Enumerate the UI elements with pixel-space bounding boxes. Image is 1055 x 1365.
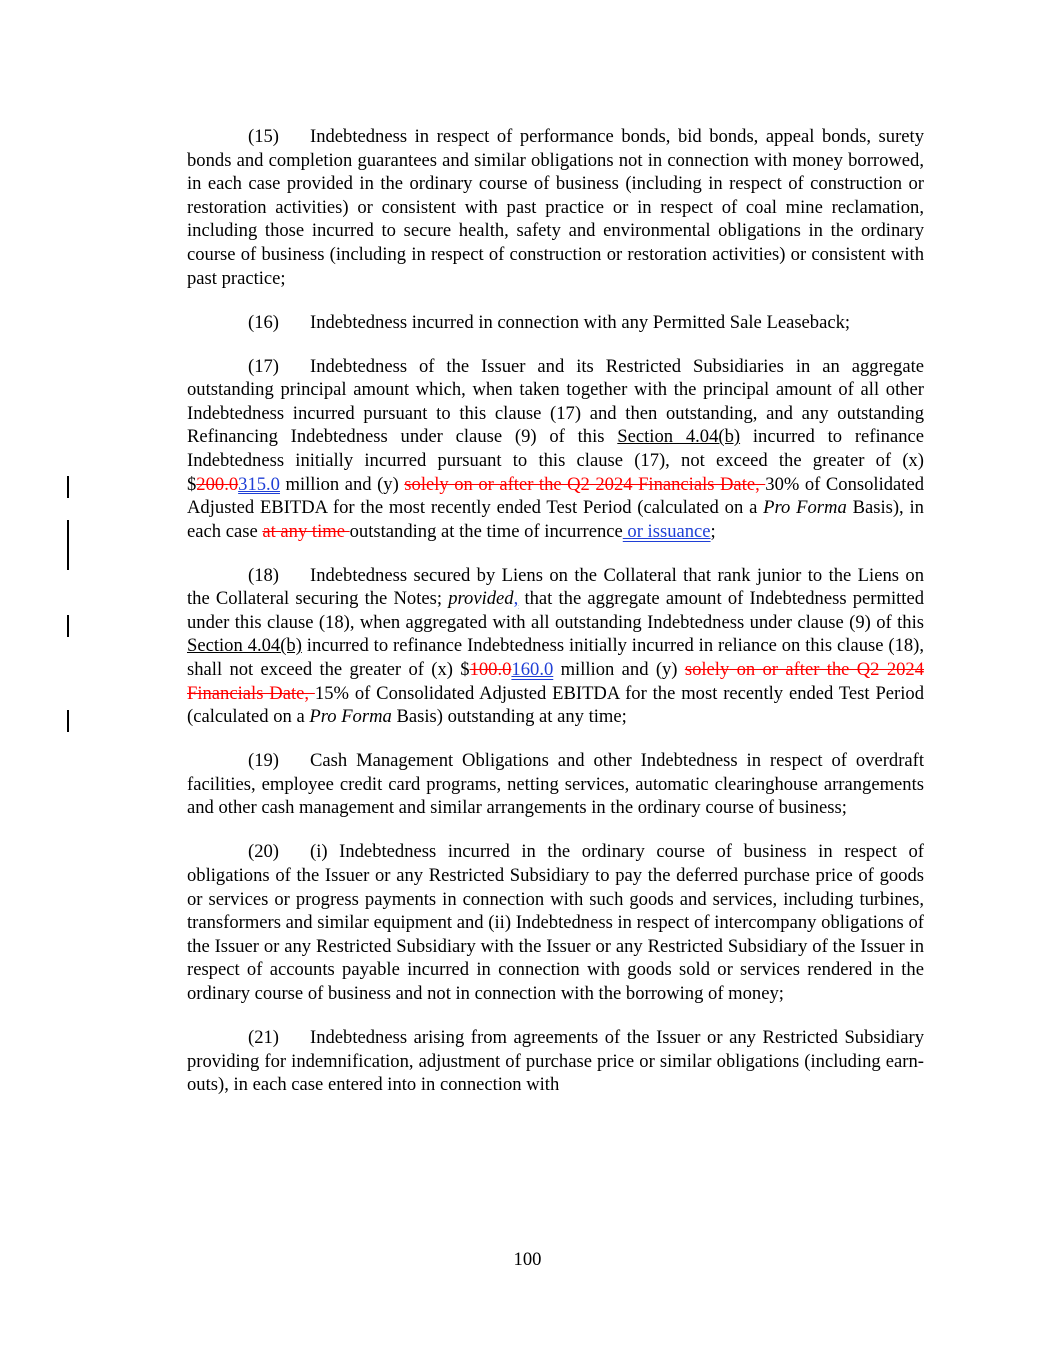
clause-number: (19) <box>248 750 279 772</box>
clause-15 <box>187 125 924 290</box>
clause-20 <box>187 840 924 1005</box>
clause-text: that the aggregate amount of Indebtedness permitted under this clause (18), when aggregated with all outstanding Indebtedness under clause (9) of this <box>187 588 924 633</box>
change-bar <box>67 476 69 498</box>
deleted-text: 200.0 <box>196 473 239 495</box>
clause-text: incurred to refinance Indebtedness initially incurred in reliance on this clause (18), shall not exceed the greater of (x) $ <box>187 635 925 681</box>
clause-text: Indebtedness in respect of performance bonds, bid bonds, appeal bonds, surety bonds and completion guarantees and similar obligations not in connection with money borrowed, in each case provided in the ordinary course of business (including in respect of construction or restoration activities) or consistent with past practice or in respect of coal mine reclamation, including those incurred to secure health, safety and environmental obligations in the ordinary course of business (including in respect of construction or restoration activities) or consistent with past practice; <box>187 126 924 289</box>
clause-number: (16) <box>248 311 279 333</box>
clause-text: million and (y) <box>553 659 685 681</box>
clause-text: Cash Management Obligations and other Indebtedness in respect of overdraft facilities, employee credit card programs, netting services, automatic clearinghouse arrangements and other cash management and similar arrangements in the ordinary course of business; <box>187 750 924 819</box>
change-bar <box>67 615 69 637</box>
section-reference: Section 4.04(b) <box>187 635 302 657</box>
clause-text: Basis), in each case <box>187 497 924 542</box>
clause-text: ; <box>710 520 716 542</box>
clause-text: Indebtedness arising from agreements of the Issuer or any Restricted Subsidiary providing for indemnification, adjustment of purchase price or similar obligations (including earn-outs), in each case entered into in connection with <box>187 1026 924 1096</box>
deleted-text: solely on or after the Q2 2024 Financials Date, <box>187 659 925 704</box>
deleted-text: 100.0 <box>469 659 512 681</box>
clause-text: 30% of Consolidated Adjusted EBITDA for the most recently ended Test Period (calculated on a <box>187 473 925 519</box>
italic-term: provided <box>448 588 514 610</box>
clause-number: (18) <box>248 564 279 586</box>
clause-number: (15) <box>248 126 279 147</box>
clause-16 <box>187 311 924 335</box>
clause-19 <box>187 749 924 820</box>
clause-text: Indebtedness of the Issuer and its Restricted Subsidiaries in an aggregate outstanding principal amount which, when taken together with the principal amount of all other Indebtedness incurred pursuant to this clause (17) and then outstanding, and any outstanding Refinancing Indebtedness under clause (9) of this <box>187 355 924 448</box>
clause-number: (17) <box>248 355 279 377</box>
clause-text: (i) Indebtedness incurred in the ordinary course of business in respect of obligations of the Issuer or any Restricted Subsidiary to pay the deferred purchase price of goods or services or progress payments in connection with such goods and services, including turbines, transformers and similar equipment and (ii) Indebtedness in respect of intercompany obligations of the Issuer or any Restricted Subsidiary with the Issuer or any Restricted Subsidiary of the Issuer in respect of accounts payable incurred in connection with goods sold or services rendered in the ordinary course of business and not in connection with the borrowing of money; <box>187 841 924 1004</box>
clause-number: (20) <box>248 841 279 863</box>
clause-18 <box>187 564 924 729</box>
clause-text: million and (y) <box>279 473 405 495</box>
italic-term: Pro Forma <box>309 706 392 728</box>
section-reference: Section 4.04(b) <box>617 426 741 448</box>
deleted-text: solely on or after the Q2 2024 Financials Date, <box>404 473 766 495</box>
clause-text: outstanding at the time of incurrence <box>349 520 623 542</box>
document-body <box>187 125 924 1117</box>
clause-text: Indebtedness incurred in connection with any Permitted Sale Leaseback; <box>310 311 851 333</box>
change-bar <box>67 520 69 570</box>
inserted-text: 315.0 <box>238 473 280 495</box>
clause-21 <box>187 1026 924 1097</box>
page-number: 100 <box>513 1249 542 1270</box>
clause-17 <box>187 355 924 544</box>
inserted-text: or issuance <box>622 520 711 542</box>
italic-term: Pro Forma <box>763 497 847 519</box>
inserted-text: , <box>513 588 519 610</box>
deleted-text: at any time <box>262 520 350 542</box>
clause-text: 15% of Consolidated Adjusted EBITDA for the most recently ended Test Period (calculated on a <box>187 682 924 728</box>
clause-number: (21) <box>248 1026 279 1048</box>
clause-text: Indebtedness secured by Liens on the Collateral that rank junior to the Liens on the Collateral securing the Notes; <box>187 564 924 610</box>
clause-text: Basis) outstanding at any time; <box>391 706 627 728</box>
clause-text: incurred to refinance Indebtedness initially incurred pursuant to this clause (17), not exceed the greater of (x) $ <box>187 426 925 495</box>
change-bar <box>67 710 69 732</box>
inserted-text: 160.0 <box>511 659 554 681</box>
